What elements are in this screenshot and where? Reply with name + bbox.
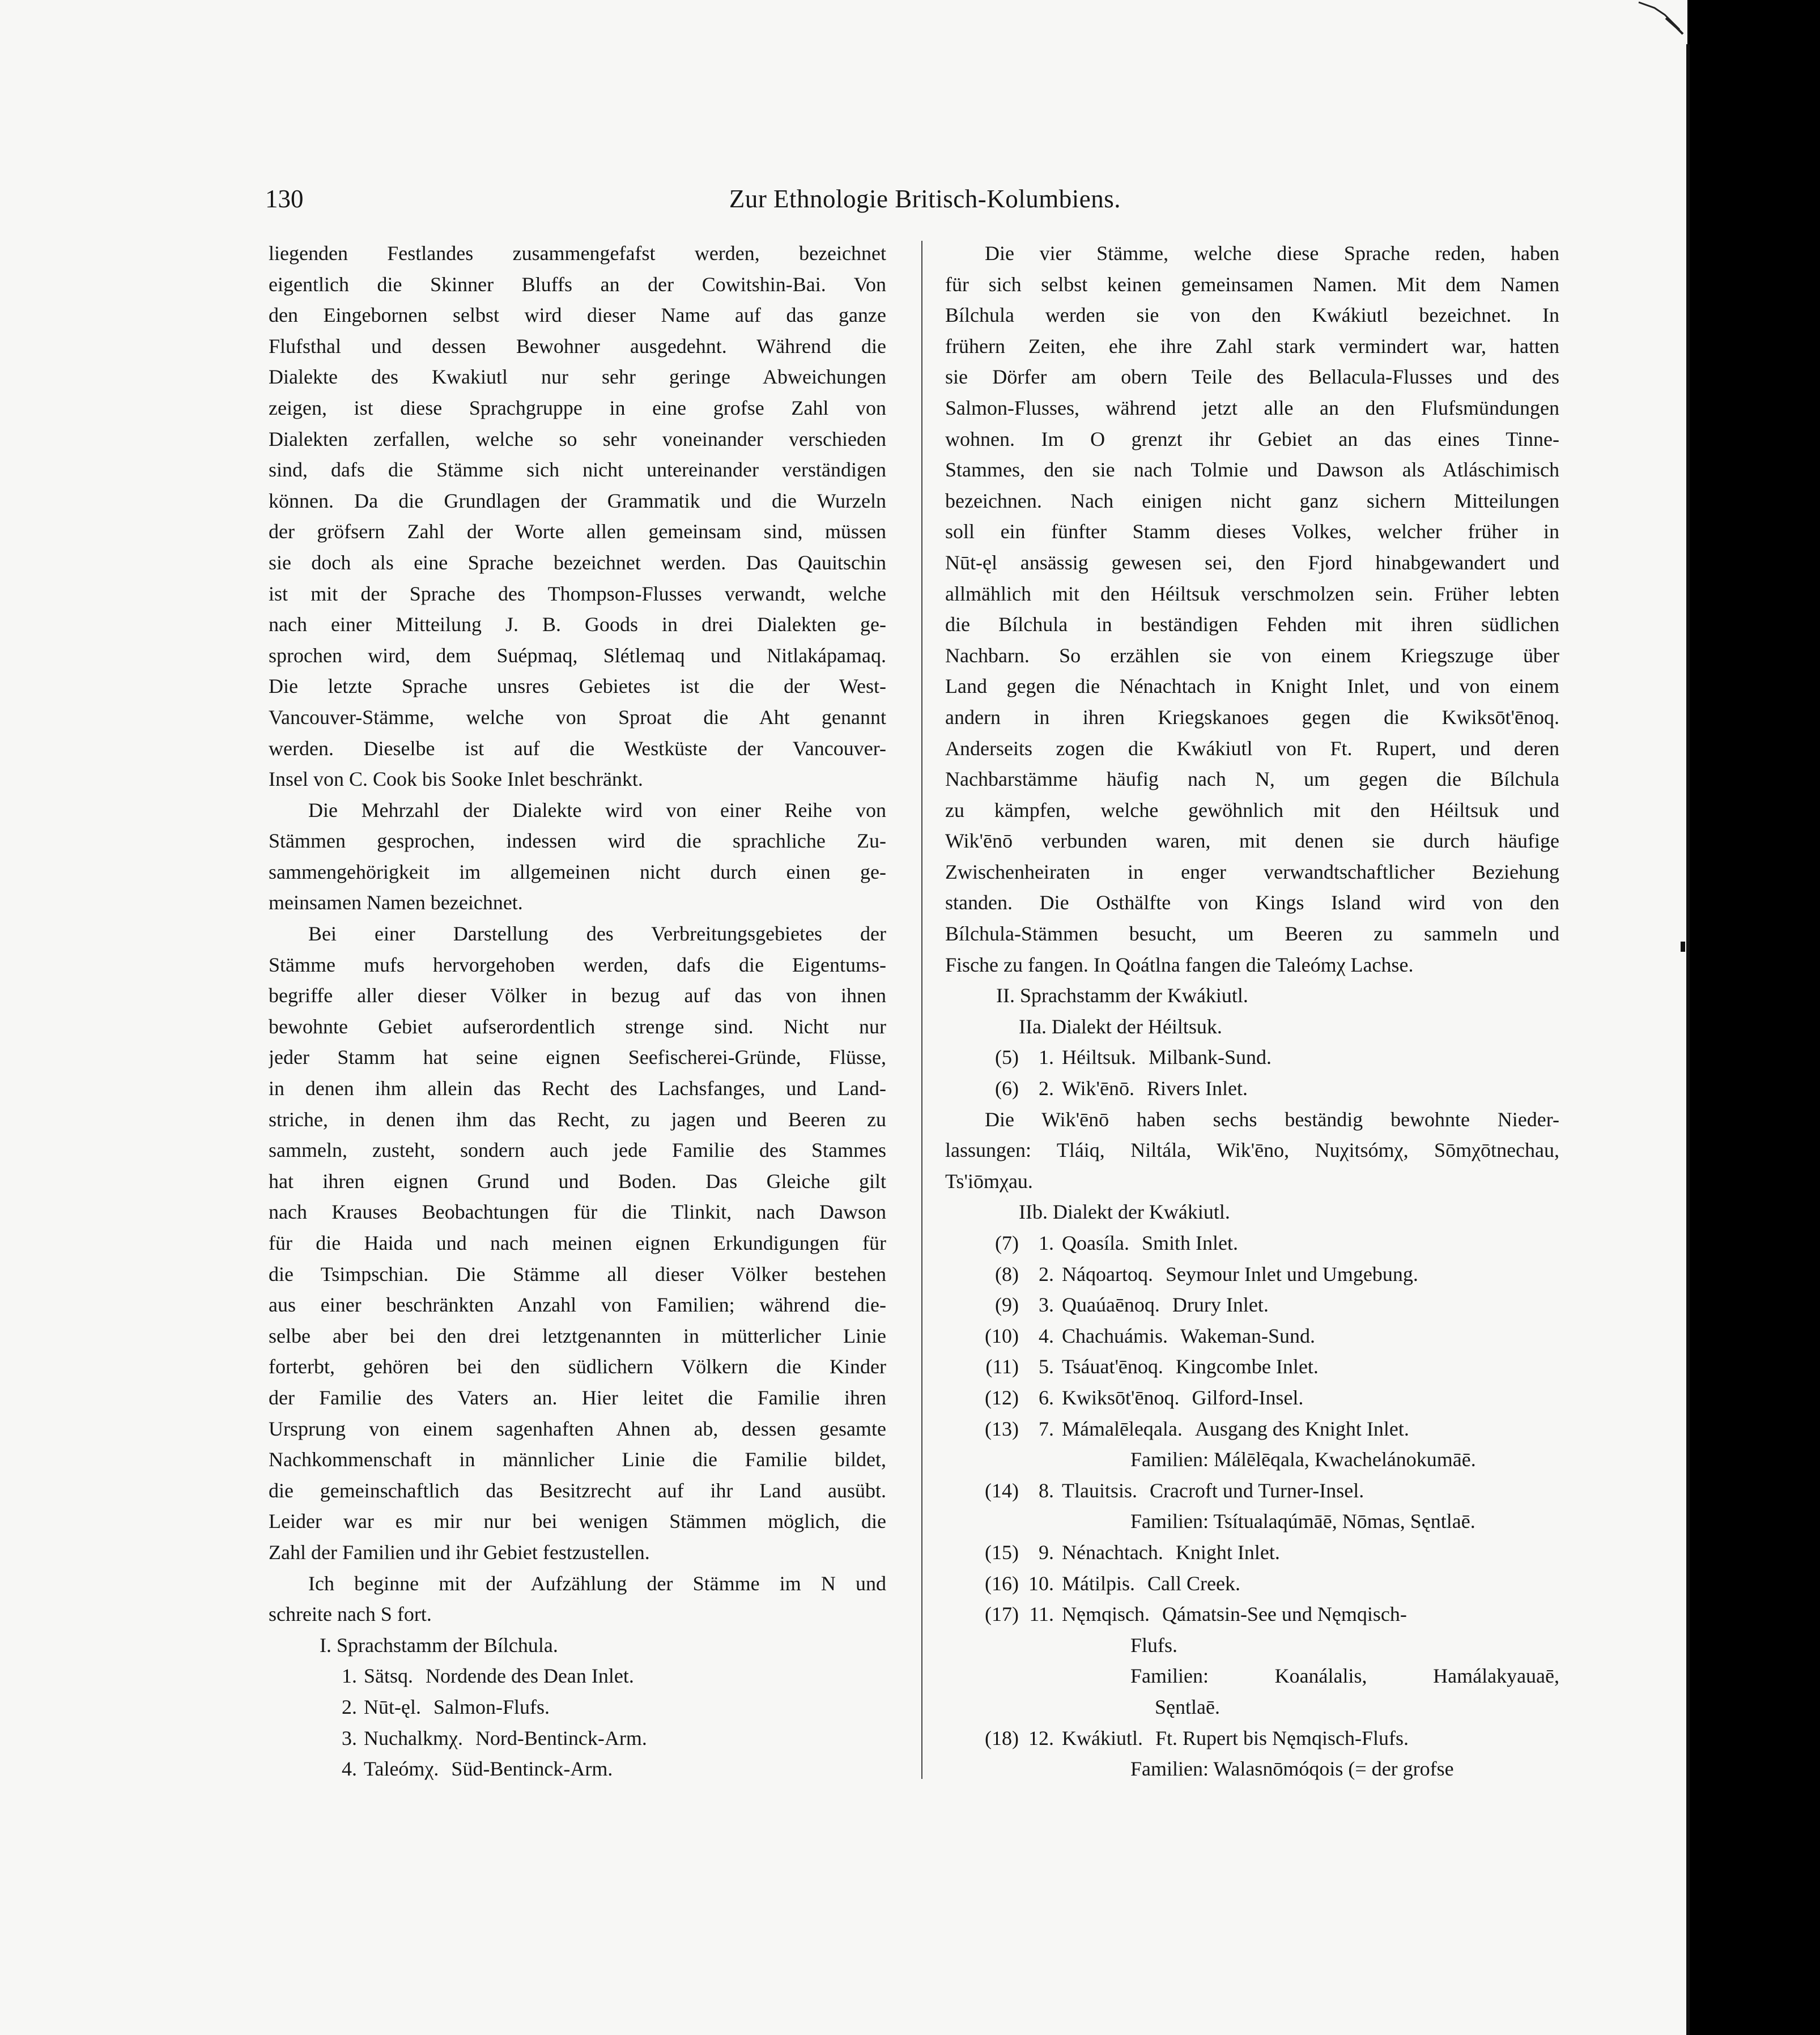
tribe-index: 7. <box>1039 1417 1054 1440</box>
tribe-families: Familien: Málēlēqala, Kwachelánokumāē. <box>1130 1448 1476 1471</box>
tribe-name: Mámalēleqala. <box>1062 1417 1183 1440</box>
tribe-entry <box>945 1414 1559 1445</box>
text-line: standen. Die Osthälfte von Kings Island wird von den <box>945 891 1559 914</box>
text-line: können. Da die Grundlagen der Grammatik und die Wurzeln <box>269 489 886 512</box>
tribe-name: Kwákiutl. <box>1062 1726 1143 1749</box>
tribe-place-continued: Flufs. <box>1130 1633 1178 1657</box>
text-line: schreite nach S fort. <box>269 1603 432 1626</box>
text-line: Wik'ēnō verbunden waren, mit denen sie durch häufige <box>945 829 1559 853</box>
dialect-heading: IIb. Dialekt der Kwákiutl. <box>1019 1200 1230 1224</box>
tribe-index: 2. <box>342 1695 357 1718</box>
tribe-index: 12. <box>1028 1726 1054 1749</box>
paragraph <box>945 238 1559 980</box>
tribe-name: Wik'ēnō. <box>1062 1077 1135 1100</box>
text-line: selbe aber bei den drei letztgenannten in mütterlicher Linie <box>269 1324 886 1347</box>
text-line: Leider war es mir nur bei wenigen Stämmen möglich, die <box>269 1510 886 1533</box>
tribe-index: 5. <box>1039 1355 1054 1378</box>
paragraph <box>269 238 886 795</box>
text-line: sammengehörigkeit im allgemeinen nicht durch einen ge- <box>269 860 886 883</box>
text-line: jeder Stamm hat seine eignen Seefischerei-Gründe, Flüsse, <box>269 1046 886 1069</box>
tribe-entry <box>945 1475 1559 1506</box>
text-line: sammeln, zusteht, sondern auch jede Familie des Stammes <box>269 1139 886 1162</box>
tribe-place: Kingcombe Inlet. <box>1175 1355 1319 1378</box>
tribe-name: Nénachtach. <box>1062 1540 1163 1564</box>
text-line: Zwischenheiraten in enger verwandtschaftlicher Beziehung <box>945 860 1559 883</box>
tribe-number: (12) <box>985 1386 1019 1409</box>
text-line: den Eingebornen selbst wird dieser Name auf das ganze <box>269 304 886 327</box>
tribe-entry <box>269 1692 886 1723</box>
tribe-place: Seymour Inlet und Umgebung. <box>1165 1262 1418 1285</box>
text-line: eigentlich die Skinner Bluffs an der Cowitshin-Bai. Von <box>269 273 886 296</box>
tribe-entry <box>945 1073 1559 1104</box>
text-line: striche, in denen ihm das Recht, zu jagen und Beeren zu <box>269 1108 886 1131</box>
paragraph <box>269 1568 886 1630</box>
text-line: Fische zu fangen. In Qoátlna fangen die Taleómχ Lachse. <box>945 953 1414 976</box>
tribe-number: (10) <box>985 1324 1019 1347</box>
tribe-number: (6) <box>995 1077 1019 1100</box>
text-line: Land gegen die Nénachtach in Knight Inlet, und von einem <box>945 675 1559 698</box>
tribe-place: Salmon-Flufs. <box>433 1695 550 1718</box>
tribe-index: 1. <box>1039 1232 1054 1254</box>
text-line: der Familie des Vaters an. Hier leitet die Familie ihren <box>269 1386 886 1409</box>
tribe-index: 3. <box>342 1726 357 1749</box>
text-line: Nachbarstämme häufig nach N, um gegen die Bílchula <box>945 768 1559 791</box>
column-divider <box>921 241 922 1779</box>
tribe-place: Gilford-Insel. <box>1192 1386 1304 1409</box>
text-line: Bílchula werden sie von den Kwákiutl bezeichnet. In <box>945 304 1559 327</box>
tribe-place: Süd-Bentinck-Arm. <box>451 1757 613 1781</box>
text-line: Nachbarn. So erzählen sie von einem Kriegszuge über <box>945 644 1559 667</box>
text-line: zeigen, ist diese Sprachgruppe in eine grofse Zahl von <box>269 396 886 419</box>
text-line: aus einer beschränkten Anzahl von Familien; während die- <box>269 1293 886 1317</box>
text-line: Ts'iōmχau. <box>945 1169 1033 1193</box>
tribe-place: Wakeman-Sund. <box>1180 1324 1316 1347</box>
tribe-place: Rivers Inlet. <box>1147 1077 1248 1100</box>
tribe-families: Familien: Walasnōmóqois (= der grofse <box>1130 1757 1454 1781</box>
text-line: Flufsthal und dessen Bewohner ausgedehnt. Während die <box>269 334 886 357</box>
text-line: liegenden Festlandes zusammengefafst werden, bezeichnet <box>269 242 886 265</box>
tribe-number: (5) <box>995 1046 1019 1069</box>
paragraph <box>269 795 886 918</box>
tribe-name: Kwiksōt'ēnoq. <box>1062 1386 1180 1409</box>
tribe-number: (7) <box>995 1232 1019 1254</box>
text-line: Ursprung von einem sagenhaften Ahnen ab, dessen gesamte <box>269 1417 886 1440</box>
running-title: Zur Ethnologie Britisch-Kolumbiens. <box>729 185 1121 213</box>
tribe-entry <box>945 1259 1559 1290</box>
tribe-index: 9. <box>1039 1540 1054 1564</box>
text-line: ist mit der Sprache des Thompson-Flusses verwandt, welche <box>269 582 886 605</box>
tribe-list <box>945 1042 1559 1104</box>
tribe-place: Knight Inlet. <box>1175 1540 1280 1564</box>
text-line: Ich beginne mit der Aufzählung der Stämme im N und <box>308 1572 886 1595</box>
tribe-name: Qoasíla. <box>1062 1232 1129 1254</box>
tribe-index: 1. <box>342 1664 357 1688</box>
tribe-place: Milbank-Sund. <box>1149 1046 1272 1069</box>
text-line: Insel von C. Cook bis Sooke Inlet beschränkt. <box>269 768 643 791</box>
text-line: sind, dafs die Stämme sich nicht untereinander verständigen <box>269 458 886 482</box>
tribe-entry <box>945 1599 1559 1630</box>
text-line: die Bílchula in beständigen Fehden mit ihren südlichen <box>945 613 1559 636</box>
text-line: Nachkommenschaft in männlicher Linie die Familie bildet, <box>269 1448 886 1471</box>
tribe-entry <box>945 1289 1559 1321</box>
tribe-name: Mátilpis. <box>1062 1572 1136 1595</box>
text-line: Stämmen gesprochen, indessen wird die sprachliche Zu- <box>269 829 886 853</box>
tribe-place: Drury Inlet. <box>1172 1293 1269 1317</box>
text-line: sprochen wird, dem Suépmaq, Slétlemaq und Nitlakápamaq. <box>269 644 886 667</box>
text-line: nach einer Mitteilung J. B. Goods in drei Dialekten ge- <box>269 613 886 636</box>
tribe-place: Ft. Rupert bis Nęmqisch-Flufs. <box>1155 1726 1409 1749</box>
text-line: Nūt-ęl ansässig gewesen sei, den Fjord hinabgewandert und <box>945 551 1559 574</box>
page-number: 130 <box>265 185 304 213</box>
tribe-name: Nūt-ęl. <box>364 1695 421 1718</box>
tribe-place: Nord-Bentinck-Arm. <box>475 1726 647 1749</box>
text-line: Die letzte Sprache unsres Gebietes ist die der West- <box>269 675 886 698</box>
tribe-name: Quaúaēnoq. <box>1062 1293 1160 1317</box>
tribe-name: Nęmqisch. <box>1062 1603 1150 1626</box>
tribe-place: Ausgang des Knight Inlet. <box>1194 1417 1409 1440</box>
tribe-families: Familien: Tsítualaqúmāē, Nōmas, Sęntlaē. <box>1130 1510 1475 1533</box>
tribe-entry <box>269 1661 886 1692</box>
text-line: forterbt, gehören bei den südlichern Völkern die Kinder <box>269 1355 886 1378</box>
margin-mark <box>1681 942 1685 952</box>
text-line: Anderseits zogen die Kwákiutl von Ft. Rupert, und deren <box>945 736 1559 760</box>
text-line: in denen ihm allein das Recht des Lachsfanges, und Land- <box>269 1077 886 1100</box>
tribe-index: 2. <box>1039 1077 1054 1100</box>
text-line: begriffe aller dieser Völker in bezug auf das von ihnen <box>269 984 886 1007</box>
text-line: bezeichnen. Nach einigen nicht ganz sichern Mitteilungen <box>945 489 1559 512</box>
tribe-families: Familien: Koanálalis, Hamálakyauaē, <box>1130 1664 1559 1688</box>
tribe-families-continued: Sęntlaē. <box>1155 1695 1220 1718</box>
tribe-index: 3. <box>1039 1293 1054 1317</box>
tribe-place: Call Creek. <box>1147 1572 1240 1595</box>
page-edge-shadow <box>1686 44 1690 2035</box>
text-line: Bei einer Darstellung des Verbreitungsgebietes der <box>308 922 886 946</box>
text-line: Salmon-Flusses, während jetzt alle an den Flufsmündungen <box>945 396 1559 419</box>
text-line: für sich selbst keinen gemeinsamen Namen. Mit dem Namen <box>945 273 1559 296</box>
text-line: für die Haida und nach meinen eignen Erkundigungen für <box>269 1232 886 1254</box>
text-line: bewohnte Gebiet aufserordentlich strenge sind. Nicht nur <box>269 1015 886 1038</box>
text-line: Dialekte des Kwakiutl nur sehr geringe Abweichungen <box>269 365 886 389</box>
tribe-index: 10. <box>1028 1572 1054 1595</box>
tribe-number: (9) <box>995 1293 1019 1317</box>
tribe-number: (18) <box>985 1726 1019 1749</box>
text-line: wohnen. Im O grenzt ihr Gebiet an das eines Tinne- <box>945 427 1559 450</box>
text-line: andern in ihren Kriegskanoes gegen die Kwiksōt'ēnoq. <box>945 705 1559 729</box>
text-line: nach Krauses Beobachtungen für die Tlinkit, nach Dawson <box>269 1200 886 1224</box>
tribe-number: (16) <box>985 1572 1019 1595</box>
text-line: lassungen: Tláiq, Niltála, Wik'ēno, Nuχitsómχ, Sōmχōtnechau, <box>945 1139 1559 1162</box>
tribe-name: Taleómχ. <box>364 1757 439 1781</box>
tribe-place: Smith Inlet. <box>1141 1232 1238 1254</box>
tribe-index: 11. <box>1029 1603 1054 1626</box>
tribe-number: (11) <box>985 1355 1019 1378</box>
tribe-entry <box>945 1382 1559 1414</box>
tribe-index: 1. <box>1039 1046 1054 1069</box>
tribe-list <box>945 1228 1559 1785</box>
text-line: Stammes, den sie nach Tolmie und Dawson als Atláschimisch <box>945 458 1559 482</box>
tribe-index: 4. <box>1039 1324 1054 1347</box>
text-line: Dialekten zerfallen, welche so sehr voneinander verschieden <box>269 427 886 450</box>
tribe-index: 6. <box>1039 1386 1054 1409</box>
section-heading: II. Sprachstamm der Kwákiutl. <box>996 984 1248 1007</box>
right-column <box>945 238 1559 1785</box>
text-line: Vancouver-Stämme, welche von Sproat die Aht genannt <box>269 705 886 729</box>
tribe-entry <box>945 1568 1559 1599</box>
paragraph <box>269 918 886 1568</box>
tribe-entry <box>945 1228 1559 1259</box>
text-line: meinsamen Namen bezeichnet. <box>269 891 523 914</box>
tribe-name: Nuchalkmχ. <box>364 1726 463 1749</box>
left-column <box>269 238 886 1785</box>
text-line: Die vier Stämme, welche diese Sprache reden, haben <box>985 242 1559 265</box>
tribe-number: (15) <box>985 1540 1019 1564</box>
tribe-list <box>269 1661 886 1784</box>
tribe-index: 2. <box>1039 1262 1054 1285</box>
tribe-name: Náqoartoq. <box>1062 1262 1153 1285</box>
tribe-number: (13) <box>985 1417 1019 1440</box>
corner-scan-mark <box>1632 0 1694 40</box>
text-line: allmählich mit den Héiltsuk verschmolzen sein. Früher lebten <box>945 582 1559 605</box>
text-line: soll ein fünfter Stamm dieses Volkes, welcher früher in <box>945 520 1559 543</box>
tribe-entry <box>945 1042 1559 1073</box>
tribe-index: 8. <box>1039 1479 1054 1502</box>
text-line: Stämme mufs hervorgehoben werden, dafs die Eigentums- <box>269 953 886 976</box>
tribe-name: Tlauitsis. <box>1062 1479 1137 1502</box>
paragraph <box>945 1104 1559 1197</box>
page-header <box>265 184 1121 218</box>
tribe-place: Cracroft und Turner-Insel. <box>1150 1479 1364 1502</box>
text-line: sie doch als eine Sprache bezeichnet werden. Das Qauitschin <box>269 551 886 574</box>
text-line: zu kämpfen, welche gewöhnlich mit den Héiltsuk und <box>945 798 1559 821</box>
section-heading: I. Sprachstamm der Bílchula. <box>320 1633 558 1657</box>
text-line: frühern Zeiten, ehe ihre Zahl stark vermindert war, hatten <box>945 334 1559 357</box>
tribe-entry <box>269 1723 886 1754</box>
text-line: Die Mehrzahl der Dialekte wird von einer Reihe von <box>308 798 886 821</box>
tribe-number: (14) <box>985 1479 1019 1502</box>
tribe-entry <box>269 1753 886 1785</box>
tribe-name: Héiltsuk. <box>1062 1046 1136 1069</box>
text-line: sie Dörfer am obern Teile des Bellacula-Flusses und des <box>945 365 1559 389</box>
tribe-number: (8) <box>995 1262 1019 1285</box>
text-line: der gröfsern Zahl der Worte allen gemeinsam sind, müssen <box>269 520 886 543</box>
text-line: werden. Dieselbe ist auf die Westküste der Vancouver- <box>269 736 886 760</box>
text-line: Bílchula-Stämmen besucht, um Beeren zu sammeln und <box>945 922 1559 946</box>
dialect-heading: IIa. Dialekt der Héiltsuk. <box>1019 1015 1222 1038</box>
tribe-name: Chachuámis. <box>1062 1324 1168 1347</box>
tribe-number: (17) <box>985 1603 1019 1626</box>
tribe-name: Sätsq. <box>364 1664 414 1688</box>
tribe-entry <box>945 1351 1559 1382</box>
tribe-entry <box>945 1537 1559 1568</box>
tribe-entry <box>945 1321 1559 1352</box>
text-line: hat ihren eignen Grund und Boden. Das Gleiche gilt <box>269 1169 886 1193</box>
tribe-place: Nordende des Dean Inlet. <box>426 1664 634 1688</box>
tribe-place: Qámatsin-See und Nęmqisch- <box>1162 1603 1407 1626</box>
tribe-name: Tsáuat'ēnoq. <box>1062 1355 1163 1378</box>
text-line: Zahl der Familien und ihr Gebiet festzustellen. <box>269 1540 650 1564</box>
text-line: die Tsimpschian. Die Stämme all dieser Völker bestehen <box>269 1262 886 1285</box>
tribe-entry <box>945 1723 1559 1754</box>
tribe-index: 4. <box>342 1757 357 1781</box>
text-line: die gemeinschaftlich das Besitzrecht auf ihr Land ausübt. <box>269 1479 886 1502</box>
text-line: Die Wik'ēnō haben sechs beständig bewohnte Nieder- <box>985 1108 1559 1131</box>
